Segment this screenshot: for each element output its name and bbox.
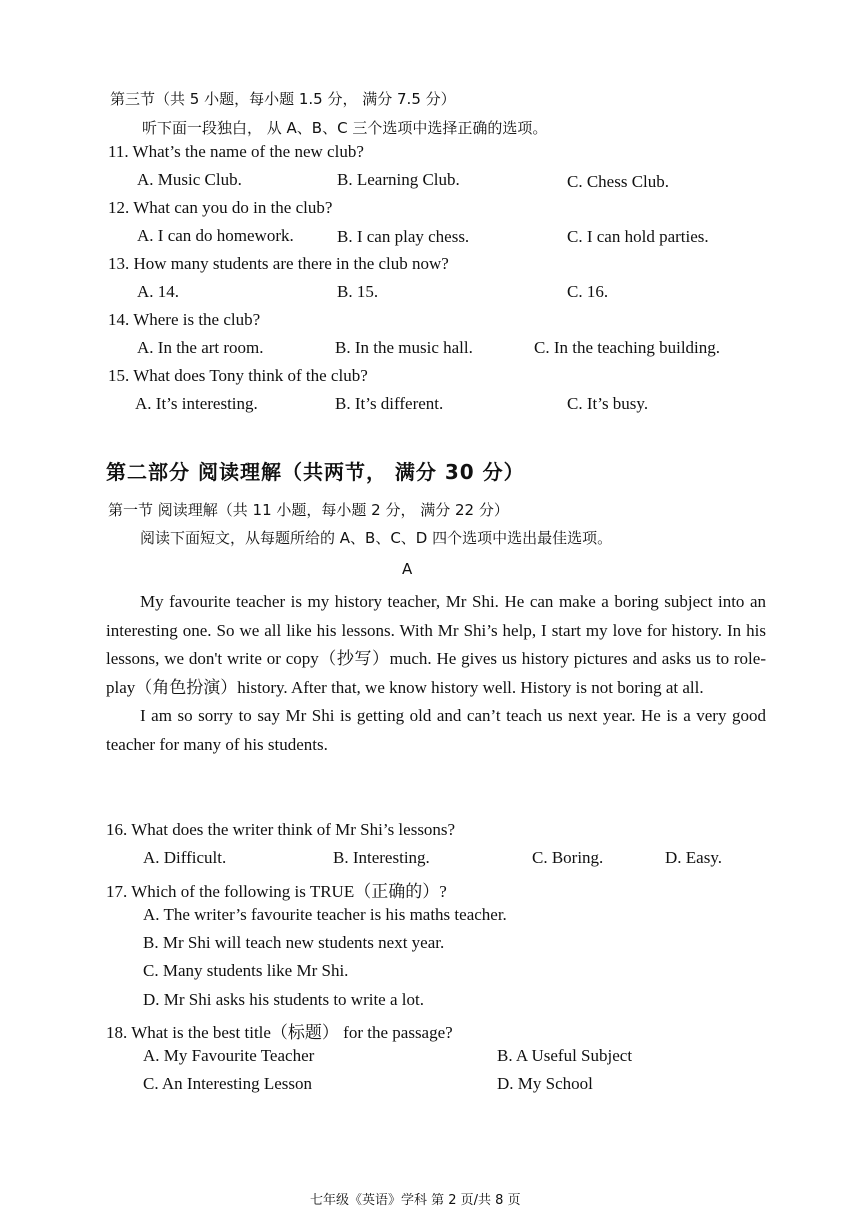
passage-paragraph-2: I am so sorry to say Mr Shi is getting old and can’t teach us next year. He is a very good teacher for many of his students.: [106, 706, 766, 754]
q17-option-b: B. Mr Shi will teach new students next year.: [143, 933, 445, 952]
q13-option-a: A. 14.: [137, 282, 180, 301]
q16-option-d: D. Easy.: [665, 848, 722, 867]
q16-stem: 16. What does the writer think of Mr Shi’s lessons?: [106, 820, 456, 839]
passage-label: A: [402, 560, 413, 578]
q11-option-b: B. Learning Club.: [337, 170, 460, 189]
q12-stem: 12. What can you do in the club?: [108, 198, 333, 217]
page-footer: 七年级《英语》学科 第 2 页/共 8 页: [310, 1193, 521, 1208]
q18-option-c: C. An Interesting Lesson: [143, 1074, 313, 1093]
q18-option-a: A. My Favourite Teacher: [143, 1046, 315, 1065]
q11-stem: 11. What’s the name of the new club?: [108, 142, 364, 161]
q15-option-c: C. It’s busy.: [567, 394, 649, 413]
q11-option-a: A. Music Club.: [137, 170, 242, 189]
q17-option-c: C. Many students like Mr Shi.: [143, 961, 349, 980]
q14-option-c: C. In the teaching building.: [534, 338, 721, 357]
q14-option-b: B. In the music hall.: [335, 338, 473, 357]
q16-option-a: A. Difficult.: [143, 848, 227, 867]
q17-stem: 17. Which of the following is TRUE（正确的）?: [106, 882, 447, 901]
passage: [106, 588, 766, 760]
q16-option-c: C. Boring.: [532, 848, 604, 867]
q15-option-a: A. It’s interesting.: [135, 394, 258, 413]
section3-title: 第三节（共 5 小题，每小题 1.5 分， 满分 7.5 分）: [110, 90, 456, 108]
q17-option-a: A. The writer’s favourite teacher is his maths teacher.: [143, 905, 507, 924]
part2-section-title: 第一节 阅读理解（共 11 小题，每小题 2 分， 满分 22 分）: [108, 501, 509, 519]
q16-option-b: B. Interesting.: [333, 848, 430, 867]
q12-option-c: C. I can hold parties.: [567, 227, 709, 246]
q15-stem: 15. What does Tony think of the club?: [108, 366, 368, 385]
q17-option-d: D. Mr Shi asks his students to write a lot.: [143, 990, 424, 1009]
q13-stem: 13. How many students are there in the club now?: [108, 254, 449, 273]
q14-option-a: A. In the art room.: [137, 338, 264, 357]
q12-option-b: B. I can play chess.: [337, 227, 470, 246]
q18-stem: 18. What is the best title（标题） for the passage?: [106, 1023, 453, 1042]
q15-option-b: B. It’s different.: [335, 394, 444, 413]
q14-stem: 14. Where is the club?: [108, 310, 261, 329]
part2-instruction: 阅读下面短文，从每题所给的 A、B、C、D 四个选项中选出最佳选项。: [140, 529, 613, 547]
section3-instruction: 听下面一段独白， 从 A、B、C 三个选项中选择正确的选项。: [142, 119, 548, 137]
passage-paragraph-1: My favourite teacher is my history teacher, Mr Shi. He can make a boring subject into an interesting one. So we all like his lessons. With Mr Shi’s help, I start my love for history. In his lessons, we don't write or copy（抄写）much. He gives us history pictures and asks us to role-play（角色扮演）history. After that, we know history well. History is not boring at all.: [106, 592, 766, 697]
part2-title: 第二部分 阅读理解（共两节， 满分 30 分）: [106, 460, 525, 484]
q18-option-d: D. My School: [497, 1074, 593, 1093]
q12-option-a: A. I can do homework.: [137, 226, 294, 245]
q13-option-b: B. 15.: [337, 282, 379, 301]
q18-option-b: B. A Useful Subject: [497, 1046, 633, 1065]
q13-option-c: C. 16.: [567, 282, 609, 301]
q11-option-c: C. Chess Club.: [567, 172, 670, 191]
